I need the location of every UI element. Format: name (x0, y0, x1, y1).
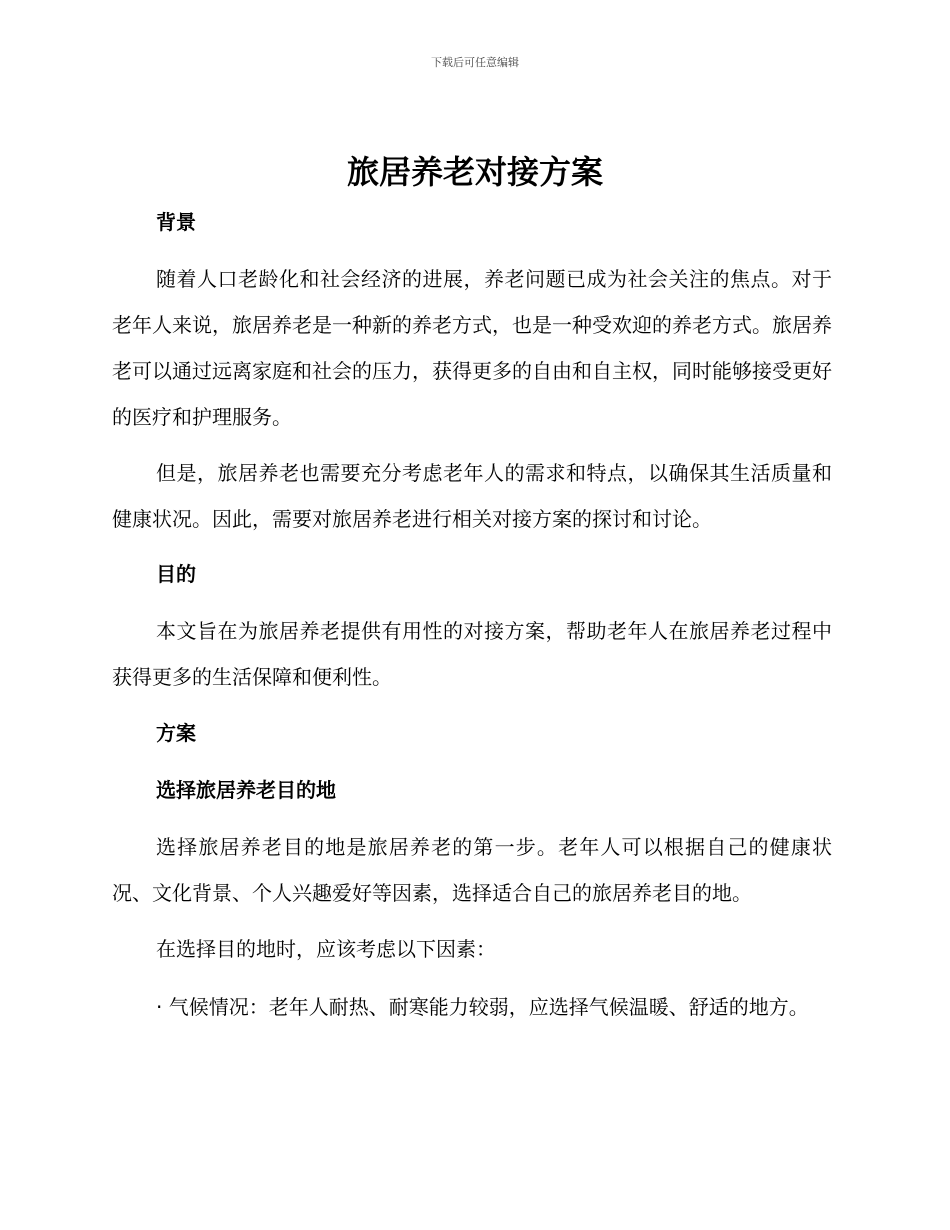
page-header-note: 下载后可任意编辑 (431, 56, 519, 69)
section-heading-purpose: 目的 (156, 562, 196, 586)
section-heading-plan: 方案 (156, 721, 196, 745)
paragraph-destination-2: 在选择目的地时，应该考虑以下因素： (156, 937, 496, 961)
document-title: 旅居养老对接方案 (346, 153, 603, 191)
paragraph-background-1: 随着人口老龄化和社会经济的进展，养老问题已成为社会关注的焦点。对于老年人来说，旅居养老是一种新的养老方式，也是一种受欢迎的养老方式。旅居养老可以通过远离家庭和社会的压力，获得更多的自由和自主权，同时能够接受更好的医疗和护理服务。 (112, 267, 832, 429)
subsection-heading-destination: 选择旅居养老目的地 (156, 778, 336, 802)
section-heading-background: 背景 (156, 210, 196, 234)
list-item-climate-factor: · 气候情况：老年人耐热、耐寒能力较弱，应选择气候温暖、舒适的地方。 (156, 995, 809, 1019)
paragraph-background-2: 但是，旅居养老也需要充分考虑老年人的需求和特点，以确保其生活质量和健康状况。因此，需要对旅居养老进行相关对接方案的探讨和讨论。 (112, 461, 832, 531)
paragraph-destination-1: 选择旅居养老目的地是旅居养老的第一步。老年人可以根据自己的健康状况、文化背景、个人兴趣爱好等因素，选择适合自己的旅居养老目的地。 (112, 835, 832, 905)
paragraph-purpose-1: 本文旨在为旅居养老提供有用性的对接方案，帮助老年人在旅居养老过程中获得更多的生活保障和便利性。 (112, 619, 832, 689)
